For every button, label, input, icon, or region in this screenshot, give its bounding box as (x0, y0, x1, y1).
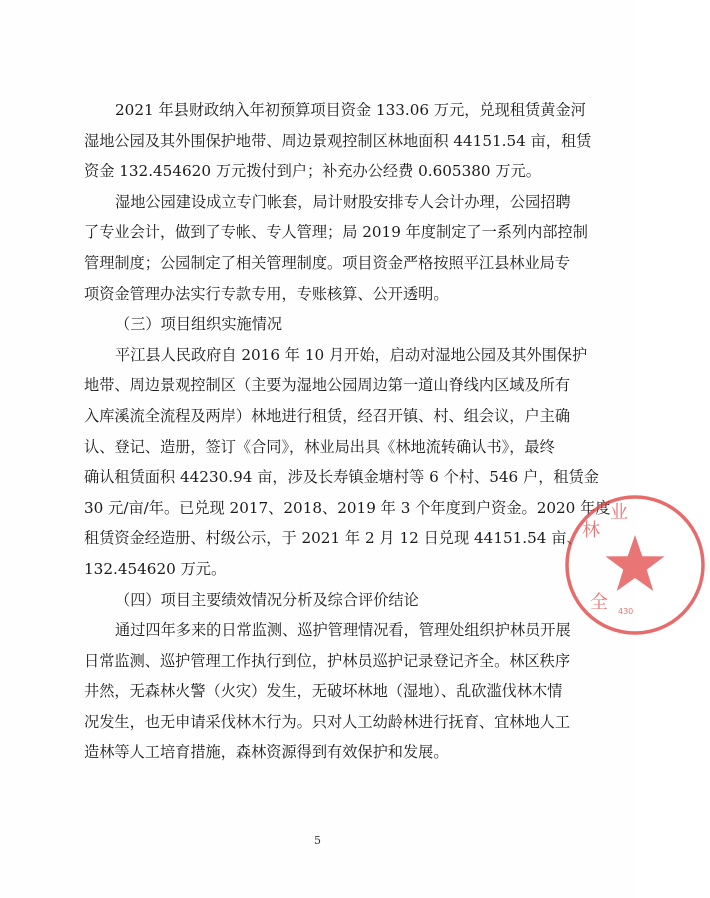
text-line: 湿地公园建设成立专门帐套，局计财股安排专人会计办理，公园招聘 (115, 192, 571, 211)
seal-char: 业 (610, 502, 628, 523)
page-number: 5 (314, 834, 321, 847)
text-line: 资金 132.454620 万元拨付到户；补充办公经费 0.605380 万元。 (84, 162, 541, 181)
text-line: 132.454620 万元。 (84, 559, 227, 578)
seal-star-icon (606, 535, 665, 591)
text-line: 2021 年县财政纳入年初预算项目资金 133.06 万元，兑现租赁黄金河 (115, 101, 586, 119)
section-heading (84, 585, 552, 616)
heading-text: （三）项目组织实施情况 (115, 315, 283, 334)
text-line: 井然，无森林火警（火灾）发生，无破坏林地（湿地）、乱砍滥伐林木情 (84, 682, 563, 701)
official-seal-stamp (560, 490, 710, 640)
text-line: 地带、周边景观控制区（主要为湿地公园周边第一道山脊线内区域及所有 (84, 376, 570, 395)
paragraph (84, 95, 592, 187)
text-line: 项资金管理办法实行专款专用，专账核算、公开透明。 (84, 284, 449, 303)
text-line: 日常监测、巡护管理工作执行到位，护林员巡护记录登记齐全。林区秩序 (84, 651, 570, 670)
heading-text: （四）项目主要绩效情况分析及综合评价结论 (115, 590, 419, 609)
paragraph (84, 187, 588, 309)
text-line: 造林等人工培育措施，森林资源得到有效保护和发展。 (84, 743, 449, 762)
text-line: 认、登记、造册，签订《合同》，林业局出具《林地流转确认书》，最终 (84, 437, 555, 456)
text-line: 入库溪流全流程及两岸）林地进行租赁，经召开镇、村、组会议，户主确 (84, 406, 570, 425)
seal-char: 林 (582, 520, 600, 541)
text-line: 况发生，也无申请采伐林木行为。只对人工幼龄林进行抚育、宜林地人工 (84, 712, 570, 731)
text-line: 管理制度；公园制定了相关管理制度。项目资金严格按照平江县林业局专 (84, 253, 570, 272)
paragraph (84, 615, 571, 768)
document-body (84, 95, 611, 768)
text-line: 湿地公园及其外围保护地带、周边景观控制区林地面积 44151.54 亩，租赁 (84, 131, 592, 150)
text-line: 确认租赁面积 44230.94 亩，涉及长寿镇金塘村等 6 个村、546 户，租赁金 (84, 468, 599, 487)
text-line: 通过四年多来的日常监测、巡护管理情况看，管理处组织护林员开展 (115, 621, 571, 640)
text-line: 了专业会计，做到了专帐、专人管理；局 2019 年度制定了一系列内部控制 (84, 223, 588, 242)
text-line: 租赁资金经造册、村级公示，于 2021 年 2 月 12 日兑现 44151.54 亩、 (84, 529, 582, 548)
seal-char: 全 (590, 592, 608, 613)
paragraph (84, 340, 611, 585)
seal-code: 430 (618, 607, 634, 616)
text-line: 30 元/亩/年。已兑现 2017、2018、2019 年 3 个年度到户资金。2020 年度 (84, 498, 611, 517)
text-line: 平江县人民政府自 2016 年 10 月开始，启动对湿地公园及其外围保护 (115, 345, 588, 364)
section-heading (84, 309, 552, 340)
